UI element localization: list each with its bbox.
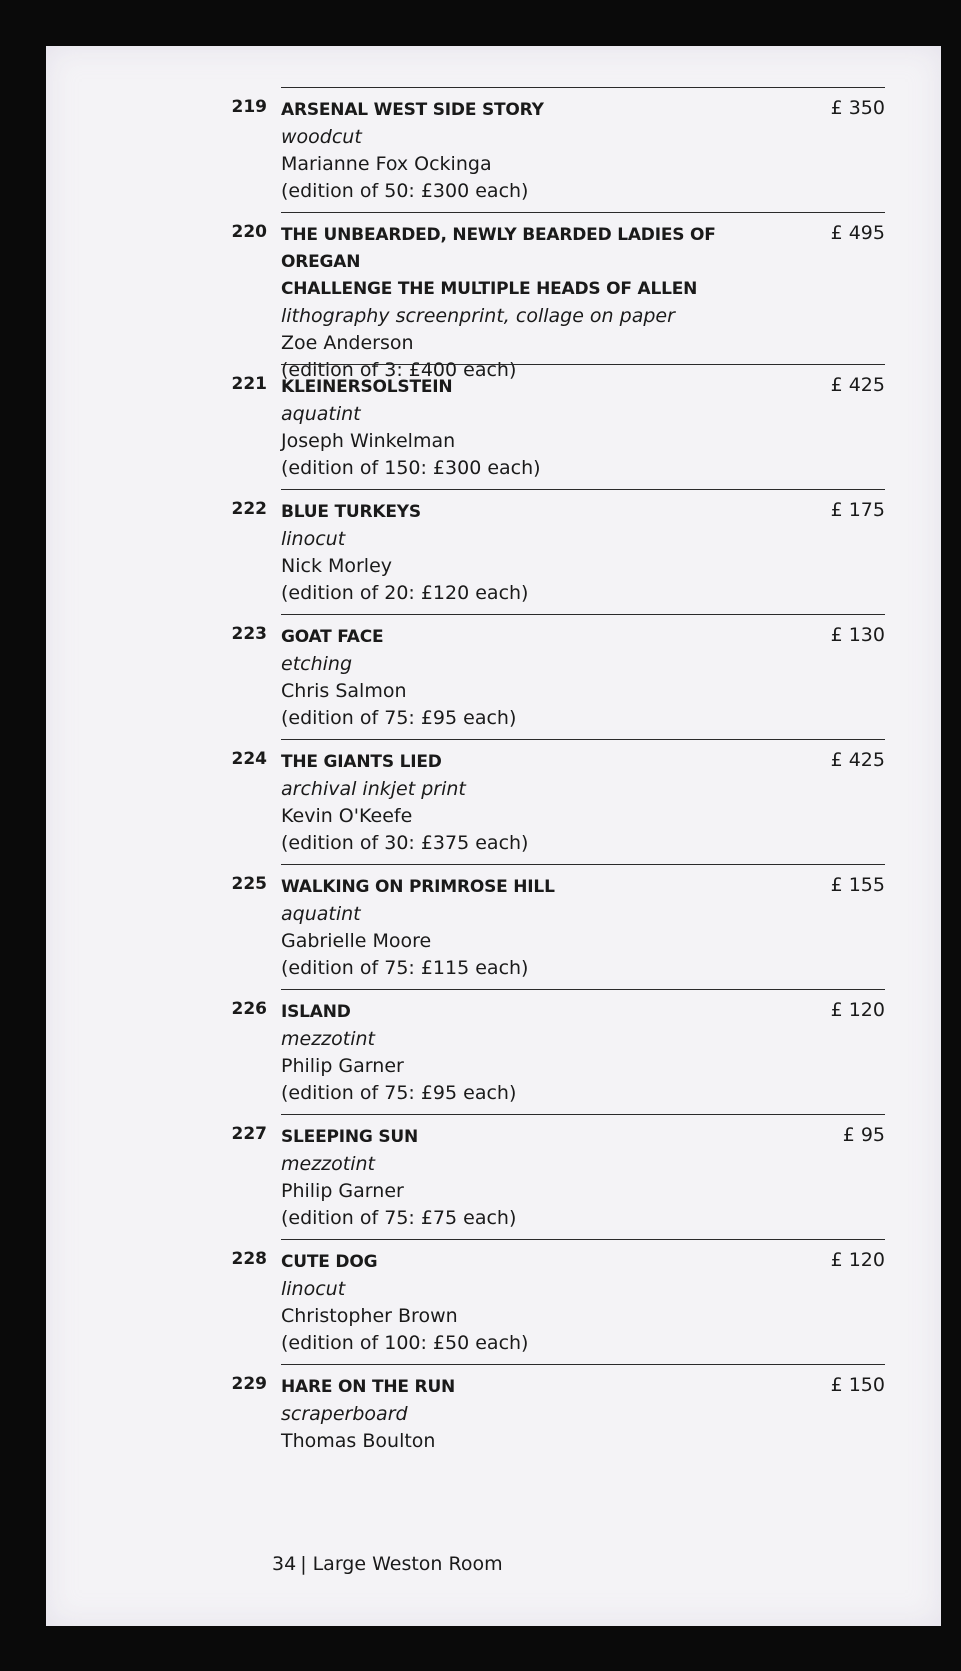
artwork-title: THE GIANTS LIED xyxy=(281,752,442,772)
artwork-price: £ 495 xyxy=(830,222,885,244)
artwork-medium: aquatint xyxy=(281,903,361,925)
artist-name: Joseph Winkelman xyxy=(281,430,456,452)
entry-details xyxy=(281,374,775,482)
artwork-title: GOAT FACE xyxy=(281,627,384,647)
entry-number: 219 xyxy=(231,97,267,117)
entry-number: 221 xyxy=(231,374,267,394)
artwork-price: £ 425 xyxy=(830,749,885,771)
entry-number: 227 xyxy=(231,1124,267,1144)
edition-info: (edition of 20: £120 each) xyxy=(281,582,529,604)
catalogue-page xyxy=(46,46,941,1626)
entry-number: 229 xyxy=(231,1374,267,1394)
section-name: Large Weston Room xyxy=(312,1553,503,1575)
artist-name: Philip Garner xyxy=(281,1055,404,1077)
entry-number: 226 xyxy=(231,999,267,1019)
artwork-medium: lithography screenprint, collage on paper xyxy=(281,305,675,327)
artwork-title: ARSENAL WEST SIDE STORY xyxy=(281,100,544,120)
edition-info: (edition of 50: £300 each) xyxy=(281,180,529,202)
artwork-title: SLEEPING SUN xyxy=(281,1127,419,1147)
catalogue-entry xyxy=(231,1114,885,1239)
entry-details xyxy=(281,97,775,205)
entry-number: 220 xyxy=(231,222,267,242)
edition-info: (edition of 150: £300 each) xyxy=(281,457,541,479)
artwork-price: £ 130 xyxy=(830,624,885,646)
artwork-price: £ 95 xyxy=(842,1124,885,1146)
artwork-medium: aquatint xyxy=(281,403,361,425)
artwork-title: HARE ON THE RUN xyxy=(281,1377,456,1397)
catalogue-entry xyxy=(231,87,885,212)
catalogue-entry xyxy=(231,212,885,381)
artwork-price: £ 425 xyxy=(830,374,885,396)
page-number: 34 xyxy=(272,1553,297,1575)
edition-info: (edition of 75: £95 each) xyxy=(281,1082,517,1104)
entry-details xyxy=(281,874,775,982)
entry-details xyxy=(281,1374,775,1455)
entry-details xyxy=(281,624,775,732)
artwork-price: £ 175 xyxy=(830,499,885,521)
edition-info: (edition of 75: £115 each) xyxy=(281,957,529,979)
artwork-title: ISLAND xyxy=(281,1002,351,1022)
artwork-price: £ 155 xyxy=(830,874,885,896)
artwork-medium: linocut xyxy=(281,1278,346,1300)
entry-number: 228 xyxy=(231,1249,267,1269)
artwork-price: £ 120 xyxy=(830,1249,885,1271)
artwork-title: CHALLENGE THE MULTIPLE HEADS OF ALLEN xyxy=(281,279,698,299)
artist-name: Chris Salmon xyxy=(281,680,407,702)
artwork-medium: linocut xyxy=(281,528,346,550)
edition-info: (edition of 75: £75 each) xyxy=(281,1207,517,1229)
artwork-medium: mezzotint xyxy=(281,1028,375,1050)
entry-details xyxy=(281,749,775,857)
catalogue-entry xyxy=(231,989,885,1114)
artist-name: Nick Morley xyxy=(281,555,393,577)
page-footer xyxy=(272,1553,503,1575)
catalogue-entry xyxy=(231,489,885,614)
entry-number: 223 xyxy=(231,624,267,644)
edition-info: (edition of 100: £50 each) xyxy=(281,1332,529,1354)
artwork-medium: etching xyxy=(281,653,353,675)
artwork-medium: mezzotint xyxy=(281,1153,375,1175)
artwork-title: BLUE TURKEYS xyxy=(281,502,421,522)
entry-details xyxy=(281,999,775,1107)
artwork-price: £ 150 xyxy=(830,1374,885,1396)
entry-number: 222 xyxy=(231,499,267,519)
entry-details xyxy=(281,222,775,384)
artwork-price: £ 120 xyxy=(830,999,885,1021)
entry-details xyxy=(281,1249,775,1357)
entry-details xyxy=(281,1124,775,1232)
artist-name: Thomas Boulton xyxy=(281,1430,436,1452)
edition-info: (edition of 3: £400 each) xyxy=(281,359,517,381)
artwork-title: CUTE DOG xyxy=(281,1252,378,1272)
entry-number: 224 xyxy=(231,749,267,769)
edition-info: (edition of 75: £95 each) xyxy=(281,707,517,729)
artwork-title: THE UNBEARDED, NEWLY BEARDED LADIES OF OREGAN xyxy=(281,225,716,272)
artwork-price: £ 350 xyxy=(830,97,885,119)
catalogue-entry xyxy=(231,614,885,739)
edition-info: (edition of 30: £375 each) xyxy=(281,832,529,854)
entry-list xyxy=(46,87,941,1489)
artist-name: Philip Garner xyxy=(281,1180,404,1202)
artwork-medium: scraperboard xyxy=(281,1403,408,1425)
catalogue-entry xyxy=(231,739,885,864)
artist-name: Zoe Anderson xyxy=(281,332,414,354)
artist-name: Kevin O'Keefe xyxy=(281,805,413,827)
artist-name: Marianne Fox Ockinga xyxy=(281,153,492,175)
catalogue-entry xyxy=(231,1364,885,1489)
artwork-title: KLEINERSOLSTEIN xyxy=(281,377,453,397)
catalogue-entry xyxy=(231,864,885,989)
artist-name: Christopher Brown xyxy=(281,1305,458,1327)
entry-details xyxy=(281,499,775,607)
artwork-medium: woodcut xyxy=(281,126,362,148)
entry-number: 225 xyxy=(231,874,267,894)
footer-separator: | xyxy=(300,1553,307,1575)
artist-name: Gabrielle Moore xyxy=(281,930,432,952)
artwork-title: WALKING ON PRIMROSE HILL xyxy=(281,877,555,897)
catalogue-entry xyxy=(231,1239,885,1364)
catalogue-entry xyxy=(231,364,885,489)
artwork-medium: archival inkjet print xyxy=(281,778,466,800)
